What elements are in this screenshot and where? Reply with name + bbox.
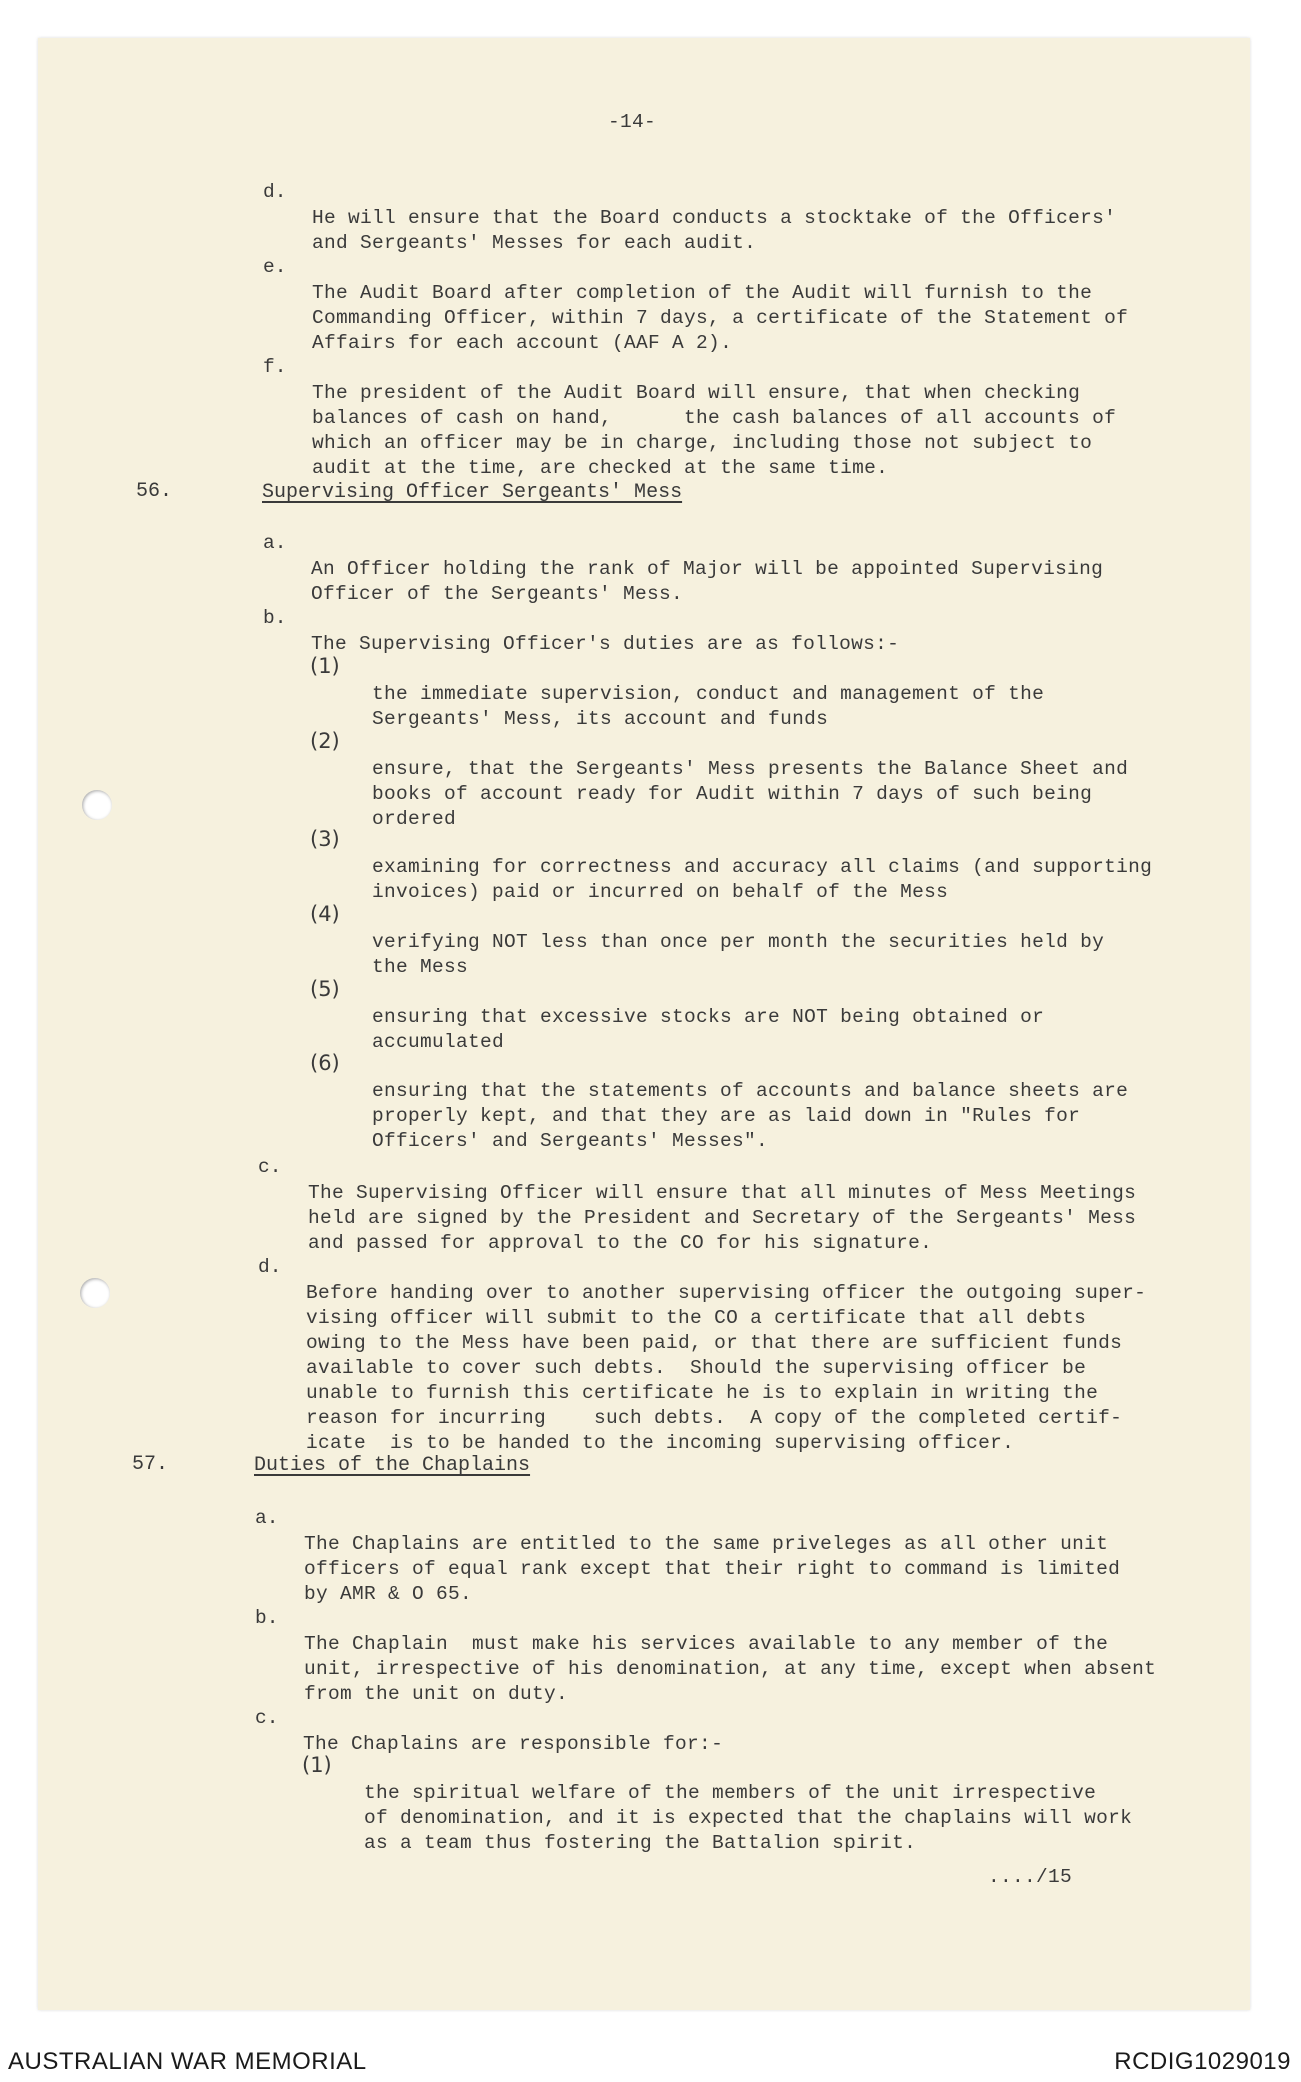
section-56-number: 56. bbox=[136, 480, 173, 503]
duty-2-number: (2) bbox=[310, 729, 340, 753]
page-number: -14- bbox=[608, 111, 657, 133]
footer-catalogue-id: RCDIG1029019 bbox=[1114, 2048, 1291, 2075]
punch-hole-lower bbox=[80, 1278, 110, 1308]
section-57-heading: Duties of the Chaplains bbox=[254, 1454, 531, 1477]
continuation-marker: ..../15 bbox=[988, 1866, 1073, 1888]
punch-hole-upper bbox=[82, 790, 112, 820]
duty-1-text: the immediate supervision, conduct and management of the Sergeants' Mess, its account and funds bbox=[372, 683, 1045, 730]
s57-a-letter: a. bbox=[255, 1507, 279, 1529]
duty-3-text: examining for correctness and accuracy all claims (and supporting invoices) paid or incurred on behalf of the Mess bbox=[372, 856, 1153, 903]
duty-4-number: (4) bbox=[310, 902, 340, 926]
s57-c-letter: c. bbox=[255, 1707, 279, 1729]
duty-6-text: ensuring that the statements of accounts and balance sheets are properly kept, and that they are as laid down in "Rules for Officers' and Sergeants' Messes". bbox=[372, 1080, 1129, 1152]
s57-c-text: The Chaplains are responsible for:- bbox=[303, 1733, 724, 1755]
footer-institution: AUSTRALIAN WAR MEMORIAL bbox=[8, 2048, 367, 2075]
duty-1-number: (1) bbox=[310, 654, 340, 678]
duty-3-number: (3) bbox=[310, 827, 340, 851]
resp-1-number: (1) bbox=[302, 1753, 332, 1777]
s56-b-text: The Supervising Officer's duties are as follows:- bbox=[311, 633, 900, 655]
s56-d-text: Before handing over to another supervising officer the outgoing super- vising officer will submit to the CO a certificate that all debts owing to the Mess have been paid, or that there are sufficient funds available to cover such debts. Should the supervising officer be unable to furnish this certificate he is to explain in writing the reason for incurring such debts. A copy of the completed certif- icate is to be handed to the incoming supervising officer. bbox=[306, 1282, 1147, 1454]
item-e-letter: e. bbox=[263, 256, 287, 278]
duty-2-text: ensure, that the Sergeants' Mess presents the Balance Sheet and books of account ready for Audit within 7 days of such being ordered bbox=[372, 758, 1129, 830]
s56-d-letter: d. bbox=[258, 1256, 282, 1278]
duty-6-number: (6) bbox=[310, 1051, 340, 1075]
s57-b-letter: b. bbox=[255, 1607, 279, 1629]
item-d-letter: d. bbox=[263, 181, 287, 203]
item-f-text: The president of the Audit Board will ensure, that when checking balances of cash on hand, the cash balances of all accounts of which an officer may be in charge, including those not subject to audit at the time, are checked at the same time. bbox=[312, 382, 1117, 479]
section-57-number: 57. bbox=[132, 1453, 169, 1476]
s57-a-text: The Chaplains are entitled to the same priveleges as all other unit officers of equal rank except that their right to command is limited by AMR & O 65. bbox=[304, 1533, 1121, 1605]
resp-1-text: the spiritual welfare of the members of the unit irrespective of denomination, and it is expected that the chaplains will work as a team thus fostering the Battalion spirit. bbox=[364, 1782, 1133, 1854]
duty-5-text: ensuring that excessive stocks are NOT being obtained or accumulated bbox=[372, 1006, 1045, 1053]
duty-4-text: verifying NOT less than once per month the securities held by the Mess bbox=[372, 931, 1105, 978]
s56-a-text: An Officer holding the rank of Major will be appointed Supervising Officer of the Sergeants' Mess. bbox=[311, 558, 1104, 605]
s56-c-letter: c. bbox=[258, 1156, 282, 1178]
s56-b-letter: b. bbox=[263, 607, 287, 629]
item-e-text: The Audit Board after completion of the Audit will furnish to the Commanding Officer, within 7 days, a certificate of the Statement of Affairs for each account (AAF A 2). bbox=[312, 282, 1129, 354]
duty-5-number: (5) bbox=[310, 977, 340, 1001]
item-f-letter: f. bbox=[263, 356, 287, 378]
section-56-heading: Supervising Officer Sergeants' Mess bbox=[262, 481, 683, 504]
s56-c-text: The Supervising Officer will ensure that all minutes of Mess Meetings held are signed by the President and Secretary of the Sergeants' Mess and passed for approval to the CO for his signature. bbox=[308, 1182, 1137, 1254]
item-d-text: He will ensure that the Board conducts a stocktake of the Officers' and Sergeants' Messes for each audit. bbox=[312, 207, 1117, 254]
s57-b-text: The Chaplain must make his services available to any member of the unit, irrespective of his denomination, at any time, except when absent from the unit on duty. bbox=[304, 1633, 1157, 1705]
s56-a-letter: a. bbox=[263, 532, 287, 554]
